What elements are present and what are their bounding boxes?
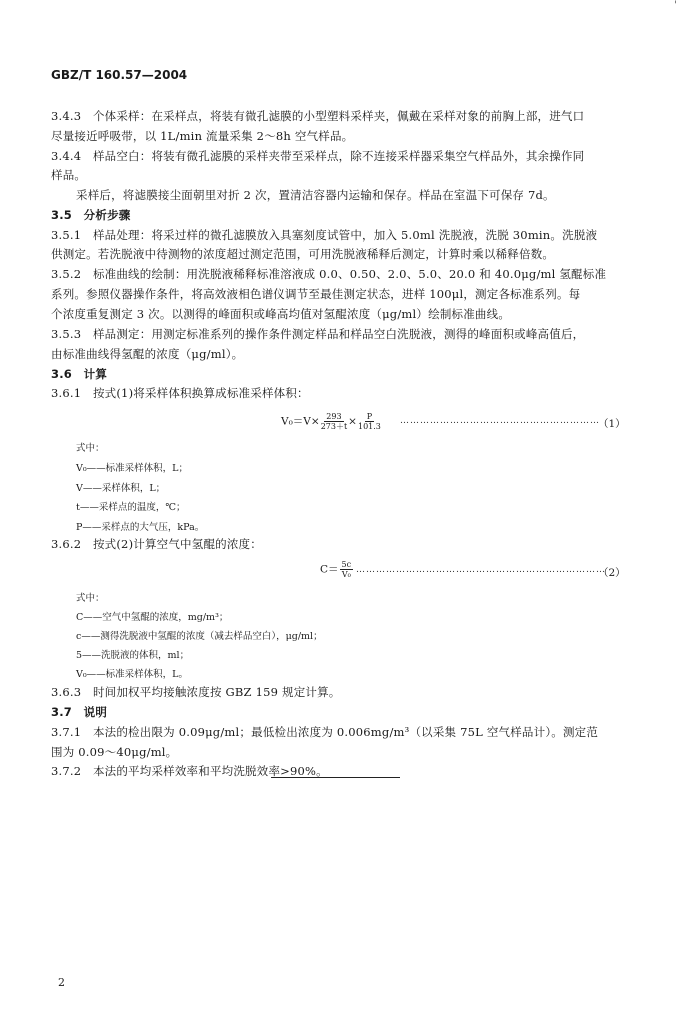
section-3-7-heading: 3.7 说明 [51,705,108,719]
clause-3-7-2: 3.7.2 本法的平均采样效率和平均洗脱效率>90%。 [51,764,328,778]
clause-3-7-1-line-2: 围为 0.09～40μg/ml。 [51,745,178,759]
formula-1-fraction-pressure [358,412,381,431]
formula-2-fraction [340,560,354,579]
formula-2-var-c-upper: C——空气中氢醌的浓度，mg/m³； [76,612,229,623]
clause-3-5-2-line-2: 系列。参照仪器操作条件，将高效液相色谱仪调节至最佳测定状态，进样 100μl，测定各标准系列。每 [51,287,581,301]
clause-3-7-1-line-1: 3.7.1 本法的检出限为 0.09μg/ml；最低检出浓度为 0.006mg/m³（以采集 75L 空气样品计）。测定范 [51,725,599,739]
page-number: 2 [58,976,65,989]
formula-1-times: × [348,415,357,428]
formula-2-number: （2） [598,567,626,579]
formula-2-where: 式中： [76,593,105,604]
clause-3-5-1-line-1: 3.5.1 样品处理：将采过样的微孔滤膜放入具塞刻度试管中，加入 5.0ml 洗脱液，洗脱 30min。洗脱液 [51,228,598,242]
clause-3-5-1-line-2: 供测定。若洗脱液中待测物的浓度超过测定范围，可用洗脱液稀释后测定，计算时乘以稀释倍数。 [51,247,555,261]
formula-2 [320,560,354,579]
section-3-5-heading: 3.5 分析步骤 [51,208,131,222]
formula-1-frac2-numerator: P [366,412,373,421]
clause-3-6-2: 3.6.2 按式(2)计算空气中氢醌的浓度： [51,537,262,551]
corner-mark: ' [674,0,677,11]
clause-3-4-4-line-2: 样品。 [51,168,87,182]
clause-3-5-3-line-2: 由标准曲线得氢醌的浓度（μg/ml）。 [51,347,244,361]
formula-1-leader-dots: …………………………………………………… [400,416,600,426]
formula-1-frac1-numerator: 293 [326,412,342,421]
section-3-6-heading: 3.6 计算 [51,367,108,381]
clause-3-4-4-line-1: 3.4.4 样品空白：将装有微孔滤膜的采样夹带至采样点，除不连接采样器采集空气样品外，其余操作同 [51,149,585,163]
clause-3-4-3-line-2: 尽量接近呼吸带，以 1L/min 流量采集 2～8h 空气样品。 [51,129,354,143]
formula-1-number: （1） [598,418,626,430]
formula-2-var-v0: V₀——标准采样体积，L。 [76,669,188,680]
clause-3-5-2-line-1: 3.5.2 标准曲线的绘制：用洗脱液稀释标准溶液成 0.0、0.50、2.0、5.0、20.0 和 40.0μg/ml 氢醌标准 [51,267,607,281]
clause-3-5-2-line-3: 个浓度重复测定 3 次。以测得的峰面积或峰高均值对氢醌浓度（μg/ml）绘制标准曲线。 [51,307,511,321]
formula-1-where: 式中： [76,443,105,454]
sampling-note: 采样后，将滤膜接尘面朝里对折 2 次，置清洁容器内运输和保存。样品在室温下可保存 7d。 [76,188,555,202]
document-header: GBZ/T 160.57—2004 [51,68,188,82]
formula-2-numerator: 5c [341,560,352,569]
formula-1-frac1-denominator: 273＋t [320,422,348,431]
formula-1 [281,412,382,431]
formula-1-lhs: V₀＝V× [281,415,320,428]
clause-3-5-3-line-1: 3.5.3 样品测定：用测定标准系列的操作条件测定样品和样品空白洗脱液，测得的峰面积或峰高值后， [51,327,585,341]
formula-1-var-t: t——采样点的温度，℃； [76,502,186,513]
formula-1-var-v: V——采样体积，L； [76,483,166,494]
clause-3-6-3: 3.6.3 时间加权平均接触浓度按 GBZ 159 规定计算。 [51,685,341,699]
formula-2-lhs: C＝ [320,563,339,576]
formula-2-denominator: V₀ [341,570,351,579]
clause-3-6-1: 3.6.1 按式(1)将采样体积换算成标准采样体积： [51,386,309,400]
formula-1-fraction-temperature [321,412,347,431]
end-of-standard-rule [271,777,400,778]
formula-1-frac2-denominator: 101.3 [357,422,381,431]
formula-2-var-5: 5——洗脱液的体积，ml； [76,650,190,661]
clause-3-4-3-line-1: 3.4.3 个体采样：在采样点，将装有微孔滤膜的小型塑料采样夹，佩戴在采样对象的前胸上部，进气口 [51,109,585,123]
formula-1-var-p: P——采样点的大气压，kPa。 [76,522,205,533]
formula-2-var-c-lower: c——测得洗脱液中氢醌的浓度（减去样品空白），μg/ml； [76,631,323,642]
formula-1-var-v0: V₀——标准采样体积，L； [76,463,188,474]
formula-2-leader-dots: ………………………………………………………………… [356,565,606,575]
